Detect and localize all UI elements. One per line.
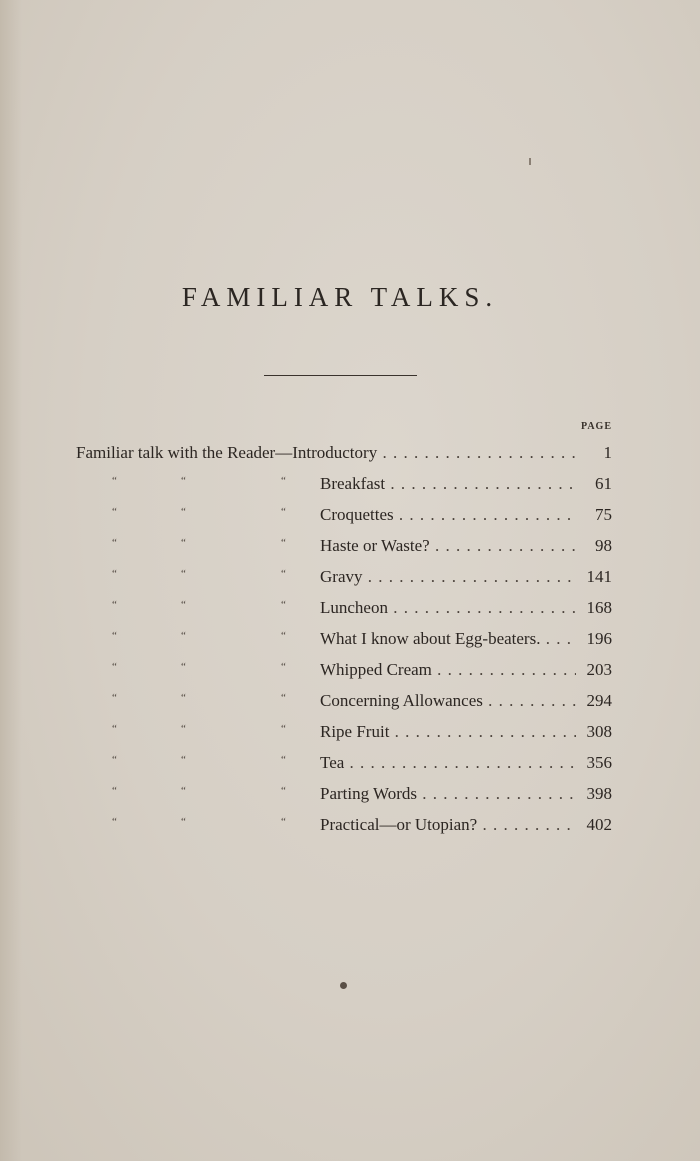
entry-label: Ripe Fruit . . .	[320, 719, 576, 745]
ditto-mark: “	[112, 599, 117, 611]
entry-label: Familiar talk with the Reader—Introductory . . .	[76, 440, 576, 466]
ditto-mark: “	[112, 754, 117, 766]
ditto-mark: “	[181, 661, 186, 673]
ditto-mark: “	[281, 692, 286, 704]
ditto-mark: “	[181, 506, 186, 518]
contents-entry	[0, 595, 700, 621]
ditto-mark: “	[281, 630, 286, 642]
entry-label: Croquettes . . .	[320, 502, 576, 528]
ditto-mark: “	[281, 475, 286, 487]
ditto-mark: “	[181, 754, 186, 766]
contents-entry	[0, 750, 700, 776]
ditto-mark: “	[112, 630, 117, 642]
contents-entry	[0, 781, 700, 807]
ditto-mark: “	[112, 475, 117, 487]
contents-entry	[0, 502, 700, 528]
ditto-mark: “	[281, 568, 286, 580]
page-title: FAMILIAR TALKS.	[181, 282, 499, 312]
ditto-mark: “	[112, 506, 117, 518]
ditto-mark: “	[181, 816, 186, 828]
entry-page-number: 168	[586, 598, 612, 617]
entry-page-number: 61	[595, 474, 612, 493]
ditto-mark: “	[181, 692, 186, 704]
entry-label: Breakfast . . .	[320, 471, 576, 497]
contents-entry	[0, 812, 700, 838]
ditto-mark: “	[181, 537, 186, 549]
ditto-mark: “	[181, 475, 186, 487]
entry-label: Gravy . . .	[320, 564, 576, 590]
contents-entry	[0, 719, 700, 745]
page-column-header: PAGE	[580, 421, 612, 432]
contents-entry	[0, 564, 700, 590]
ditto-mark: “	[281, 754, 286, 766]
entry-page-number: 1	[603, 443, 612, 462]
ditto-mark: “	[281, 506, 286, 518]
ditto-mark: “	[281, 816, 286, 828]
title-rule	[264, 375, 417, 376]
entry-page-number: 402	[586, 815, 612, 834]
entry-page-number: 196	[586, 629, 612, 648]
ditto-mark: “	[181, 785, 186, 797]
ditto-mark: “	[112, 568, 117, 580]
entry-label: Concerning Allowances . . .	[320, 688, 576, 714]
entry-label: Tea . . .	[320, 750, 576, 776]
entry-label: Haste or Waste? . . .	[320, 533, 576, 559]
entry-label: Parting Words . . .	[320, 781, 576, 807]
contents-entry	[0, 688, 700, 714]
ditto-mark: “	[112, 723, 117, 735]
ditto-mark: “	[112, 692, 117, 704]
ditto-mark: “	[281, 785, 286, 797]
entry-page-number: 141	[586, 567, 612, 586]
ditto-mark: “	[112, 661, 117, 673]
entry-page-number: 294	[586, 691, 612, 710]
entry-label: Luncheon . . .	[320, 595, 576, 621]
entry-page-number: 308	[586, 722, 612, 741]
ditto-mark: “	[181, 630, 186, 642]
entry-page-number: 75	[595, 505, 612, 524]
entry-page-number: 203	[586, 660, 612, 679]
entry-label: Whipped Cream . . .	[320, 657, 576, 683]
ditto-mark: “	[281, 661, 286, 673]
contents-entry	[0, 471, 700, 497]
ditto-mark: “	[281, 537, 286, 549]
ditto-mark: “	[281, 723, 286, 735]
ink-mark	[340, 982, 347, 989]
ditto-mark: “	[112, 816, 117, 828]
contents-entry	[0, 440, 700, 466]
ditto-mark: “	[281, 599, 286, 611]
entry-label: What I know about Egg-beaters. . . .	[320, 626, 576, 652]
contents-entry	[0, 626, 700, 652]
entry-label: Practical—or Utopian? . . .	[320, 812, 576, 838]
entry-page-number: 98	[595, 536, 612, 555]
entry-page-number: 356	[586, 753, 612, 772]
ditto-mark: “	[181, 568, 186, 580]
contents-entry	[0, 533, 700, 559]
contents-entry	[0, 657, 700, 683]
ditto-mark: “	[181, 599, 186, 611]
ditto-mark: “	[112, 785, 117, 797]
ditto-mark: “	[181, 723, 186, 735]
paper-speck	[529, 158, 531, 165]
entry-page-number: 398	[586, 784, 612, 803]
ditto-mark: “	[112, 537, 117, 549]
